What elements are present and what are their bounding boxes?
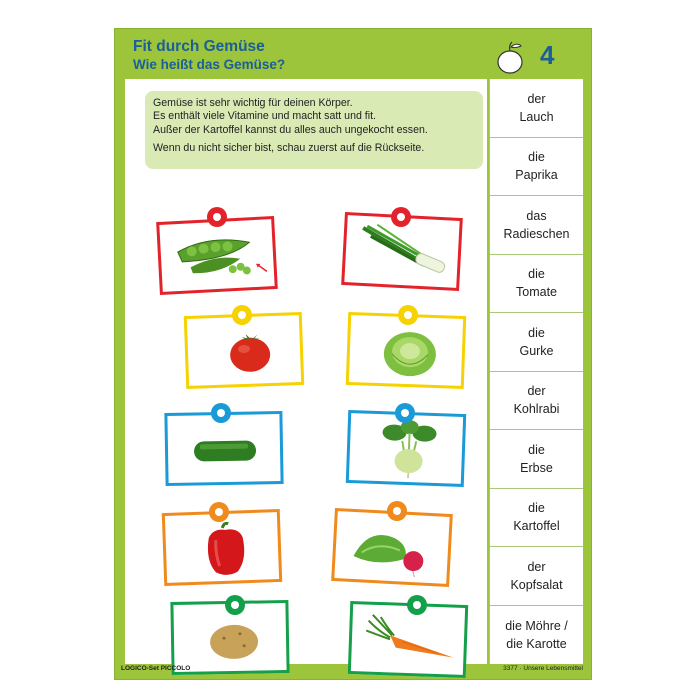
peas-icon xyxy=(169,227,271,282)
word-noun: Kohlrabi xyxy=(513,402,560,417)
word-article: das xyxy=(526,208,547,223)
word-card-tomate[interactable] xyxy=(489,255,583,314)
word-article: der xyxy=(527,559,546,574)
intro-box xyxy=(145,91,483,169)
leek-icon xyxy=(353,222,456,282)
picture-frame-peas[interactable] xyxy=(156,216,278,295)
color-marker-blue xyxy=(211,403,231,423)
lettuce-icon xyxy=(379,323,441,380)
tomato-icon xyxy=(219,326,281,378)
kohlrabi-icon xyxy=(373,418,445,480)
word-noun: Lauch xyxy=(519,109,554,124)
color-marker-yellow xyxy=(232,305,252,325)
word-noun: Kopfsalat xyxy=(510,577,563,592)
color-marker-red xyxy=(207,207,227,227)
intro-line: Gemüse ist sehr wichtig für deinen Körper. xyxy=(153,97,353,109)
word-noun: die Karotte xyxy=(506,636,567,651)
color-marker-yellow xyxy=(398,305,418,325)
word-card-paprika[interactable] xyxy=(489,138,583,197)
page-number: 4 xyxy=(540,40,555,70)
color-marker-orange xyxy=(387,501,407,521)
picture-frame-carrot[interactable] xyxy=(348,601,468,678)
word-card-kopfsalat[interactable] xyxy=(489,547,583,606)
word-article: der xyxy=(527,384,546,399)
word-article: die xyxy=(528,325,545,340)
intro-hint: Wenn du nicht sicher bist, schau zuerst auf die Rückseite. xyxy=(153,142,425,155)
word-card-kartoffel[interactable] xyxy=(489,489,583,548)
word-article: die Möhre / xyxy=(505,618,568,633)
word-card-radieschen[interactable] xyxy=(489,196,583,255)
word-article: die xyxy=(528,150,545,165)
color-marker-blue xyxy=(395,403,415,423)
bell-pepper-icon xyxy=(200,519,252,579)
intro-line: Es enthält viele Vitamine und macht satt und fit. xyxy=(153,110,376,123)
footer-series: LOGICO-Set PICCOLO xyxy=(121,665,191,672)
cucumber-icon xyxy=(190,430,261,471)
color-marker-orange xyxy=(209,502,229,522)
word-article: die xyxy=(528,501,545,516)
word-card-gurke[interactable] xyxy=(489,313,583,372)
picture-area xyxy=(125,79,487,664)
carrot-icon xyxy=(357,610,459,668)
potato-icon xyxy=(204,615,265,666)
word-card-lauch[interactable] xyxy=(489,79,583,138)
radish-icon xyxy=(347,516,440,579)
word-noun: Tomate xyxy=(516,285,557,300)
word-noun: Gurke xyxy=(519,343,554,358)
footer-product: 3377 · Unsere Lebensmittel xyxy=(503,665,583,672)
color-marker-green xyxy=(225,595,245,615)
word-card-kohlrabi[interactable] xyxy=(489,372,583,431)
word-list xyxy=(489,79,583,664)
intro-line: Außer der Kartoffel kannst du alles auch ungekocht essen. xyxy=(153,123,428,136)
page-title: Fit durch Gemüse xyxy=(133,38,265,55)
word-noun: Erbse xyxy=(520,460,553,475)
apple-outline-icon xyxy=(495,39,525,75)
exercise-card xyxy=(114,28,592,680)
word-noun: Paprika xyxy=(515,168,558,183)
page-subtitle: Wie heißt das Gemüse? xyxy=(133,57,286,72)
word-article: der xyxy=(527,91,546,106)
word-noun: Radieschen xyxy=(503,226,570,241)
word-card-moehre[interactable] xyxy=(489,606,583,665)
color-marker-red xyxy=(391,207,411,227)
word-card-erbse[interactable] xyxy=(489,430,583,489)
word-article: die xyxy=(528,267,545,282)
color-marker-green xyxy=(407,595,427,615)
word-article: die xyxy=(528,442,545,457)
word-noun: Kartoffel xyxy=(513,519,560,534)
